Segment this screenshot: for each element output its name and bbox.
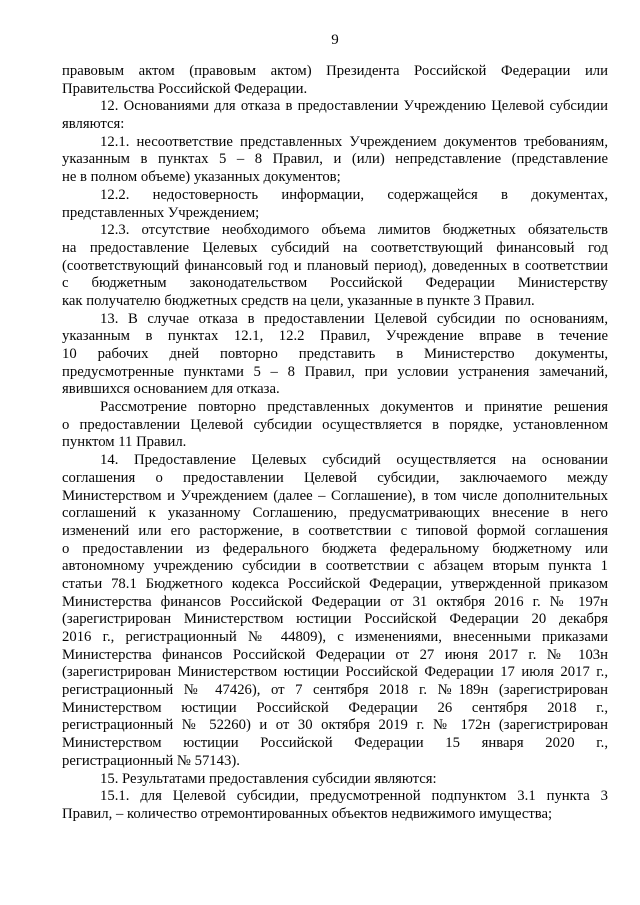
text-line: 10 рабочих дней повторно представить в Министерство документы, (62, 346, 608, 362)
text-line: регистрационный № 57143). (62, 752, 240, 769)
text-line: 12.1. несоответствие представленных Учреждением документов требованиям, (100, 133, 608, 150)
paragraph-12-1 (62, 134, 608, 187)
text-line: 13. В случае отказа в предоставлении Целевой субсидии по основаниям, (100, 310, 608, 327)
text-line: на предоставление Целевых субсидий на соответствующий финансовый год (62, 239, 608, 256)
text-line: Министерства финансов Российской Федерации от 31 октября 2016 г. № 197н (62, 593, 608, 610)
paragraph-13-review (62, 399, 608, 452)
text-line: (зарегистрирован Министерством юстиции Российской Федерации 20 декабря (62, 611, 608, 628)
text-line: предусмотренные пунктами 5 – 8 Правил, при условии устранения замечаний, (62, 363, 608, 380)
text-line: Правительства Российской Федерации. (62, 80, 308, 97)
paragraph-12 (62, 98, 608, 133)
text-line: регистрационный № 52260) и от 30 октября 2019 г. № 172н (зарегистрирован (62, 717, 608, 734)
text-line: являются: (62, 116, 125, 133)
paragraph-continuation (62, 63, 608, 98)
text-line: правовым актом (правовым актом) Президента Российской Федерации или (62, 63, 608, 79)
paragraph-13 (62, 311, 608, 399)
text-line: 12.3. отсутствие необходимого объема лимитов бюджетных обязательств (100, 222, 608, 239)
text-line: Министерством и Учреждением (далее – Соглашение), в том числе дополнительных (62, 487, 608, 504)
text-line: 2016 г., регистрационный № 44809), с изменениями, внесенными приказами (62, 629, 608, 645)
text-line: соглашения о предоставлении Целевой субсидии, заключаемого между (62, 469, 608, 486)
document-body (62, 63, 608, 824)
paragraph-15-1 (62, 788, 608, 823)
paragraph-14 (62, 452, 608, 770)
text-line: Министерством юстиции Российской Федерации 26 сентября 2018 г., (62, 699, 608, 716)
text-line: соглашений к указанному Соглашению, предусматривающих внесение в него (62, 505, 608, 522)
text-line: 12. Основаниями для отказа в предоставлении Учреждению Целевой субсидии (100, 98, 608, 115)
page-number: 9 (331, 32, 339, 48)
text-line: с бюджетным законодательством Российской Федерации Министерству (62, 275, 608, 292)
paragraph-15 (62, 771, 608, 789)
text-line: Рассмотрение повторно представленных документов и принятие решения (100, 399, 608, 416)
text-line: статьи 78.1 Бюджетного кодекса Российской Федерации, утвержденной приказом (62, 575, 608, 592)
text-line: представленных Учреждением; (62, 204, 260, 221)
text-line: 15.1. для Целевой субсидии, предусмотренной подпунктом 3.1 пункта 3 (100, 788, 608, 805)
text-line: (зарегистрирован Министерством юстиции Российской Федерации 17 июля 2017 г., (62, 664, 608, 681)
text-line: изменений или его расторжение, в соответствии с типовой формой соглашения (62, 522, 608, 539)
paragraph-12-3 (62, 222, 608, 310)
text-line: указанным в пунктах 12.1, 12.2 Правил, Учреждение вправе в течение (62, 328, 608, 345)
text-line: Министерства финансов Российской Федерации от 27 июня 2017 г. № 103н (62, 646, 608, 663)
text-line: Министерством юстиции Российской Федерации 15 января 2020 г., (62, 735, 608, 752)
text-line: пунктом 11 Правил. (62, 434, 187, 451)
text-line: не в полном объеме) указанных документов; (62, 169, 341, 186)
paragraph-12-2 (62, 187, 608, 222)
text-line: 15. Результатами предоставления субсидии являются: (100, 770, 437, 787)
text-line: автономному учреждению субсидии в соответствии с абзацем вторым пункта 1 (62, 558, 608, 575)
text-line: как получателю бюджетных средств на цели, указанные в пункте 3 Правил. (62, 292, 535, 309)
text-line: о предоставлении Целевой субсидии осуществляется в порядке, установленном (62, 416, 608, 433)
text-line: 14. Предоставление Целевых субсидий осуществляется на основании (100, 452, 608, 469)
text-line: указанным в пунктах 5 – 8 Правил, и (или) непредставление (представление (62, 151, 608, 168)
text-line: (соответствующий финансовый год и плановый период), доведенных в соответствии (62, 257, 608, 274)
text-line: Правил, – количество отремонтированных объектов недвижимого имущества; (62, 805, 553, 822)
text-line: о предоставлении из федерального бюджета федеральному бюджетному или (62, 540, 608, 557)
text-line: явившихся основанием для отказа. (62, 381, 280, 398)
text-line: регистрационный № 47426), от 7 сентября 2018 г. №189н (зарегистрирован (62, 682, 608, 699)
text-line: 12.2. недостоверность информации, содержащейся в документах, (100, 186, 608, 203)
